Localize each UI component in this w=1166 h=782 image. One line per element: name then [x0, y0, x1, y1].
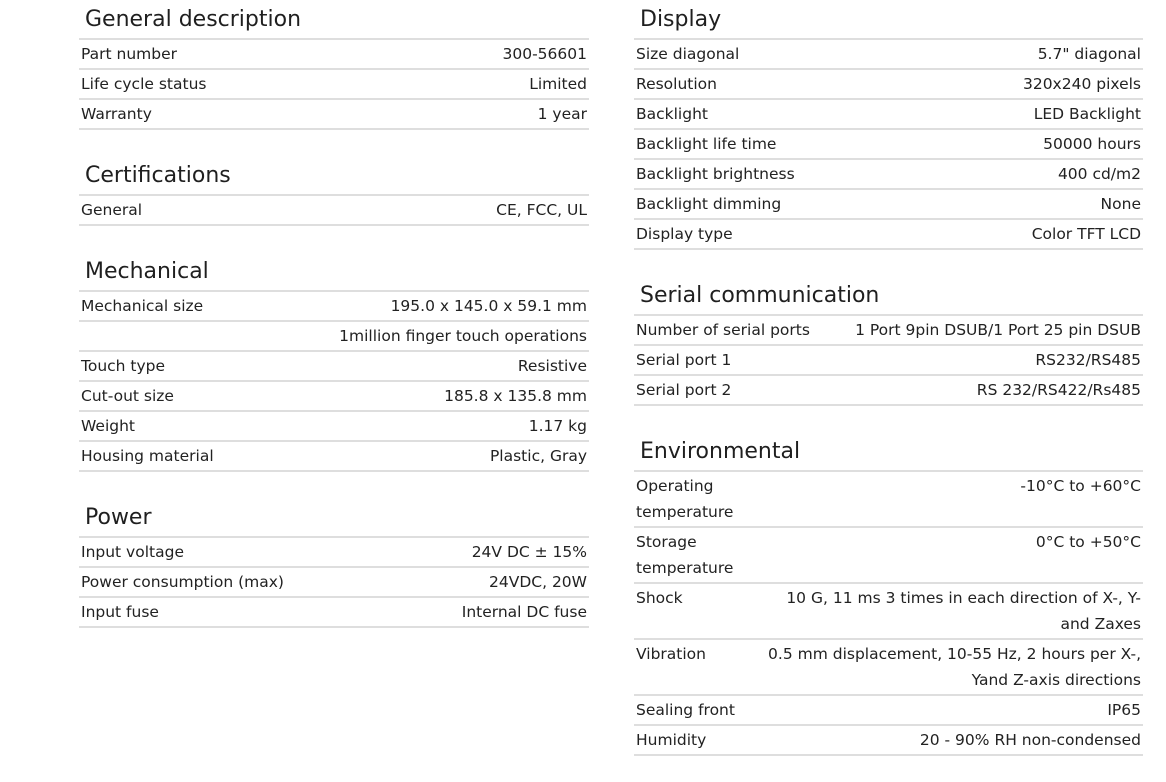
- spec-value: Plastic, Gray: [489, 447, 587, 465]
- spec-value: RS 232/RS422/Rs485: [976, 381, 1141, 399]
- spec-label: Backlight dimming: [636, 195, 782, 213]
- spec-row: [634, 376, 1143, 406]
- section-title: Environmental: [634, 432, 1143, 472]
- spec-label: Size diagonal: [636, 45, 740, 63]
- spec-row: [634, 70, 1143, 100]
- spec-value: 1 Port 9pin DSUB/1 Port 25 pin DSUB: [855, 321, 1141, 339]
- spec-row: [79, 598, 589, 628]
- spec-row: [79, 196, 589, 226]
- spec-label: Part number: [81, 45, 178, 63]
- spec-row: [79, 70, 589, 100]
- spec-value: 195.0 x 145.0 x 59.1 mm: [390, 297, 587, 315]
- spec-value: Internal DC fuse: [461, 603, 587, 621]
- spec-row: [79, 352, 589, 382]
- spec-label: Mechanical size: [81, 297, 204, 315]
- spec-label: Input fuse: [81, 603, 159, 621]
- spec-row: [634, 190, 1143, 220]
- spec-value: 20 - 90% RH non-condensed: [919, 731, 1141, 749]
- spec-row: [634, 528, 1143, 584]
- spec-label: Vibration: [636, 645, 706, 663]
- spec-value: Resistive: [517, 357, 587, 375]
- spec-label: Serial port 1: [636, 351, 732, 369]
- spec-label: Serial port 2: [636, 381, 732, 399]
- spec-value: 400 cd/m2: [1057, 165, 1141, 183]
- spec-row: [79, 292, 589, 322]
- spec-row: [634, 726, 1143, 756]
- section-title: Serial communication: [634, 276, 1143, 316]
- spec-label: Input voltage: [81, 543, 184, 561]
- spec-value: 185.8 x 135.8 mm: [444, 387, 587, 405]
- section-certifications: [79, 156, 589, 226]
- spec-row: [79, 442, 589, 472]
- spec-value: 0°C to +50°C: [1035, 533, 1141, 551]
- spec-value: RS232/RS485: [1035, 351, 1141, 369]
- spec-label: Cut-out size: [81, 387, 174, 405]
- spec-label: Shock: [636, 589, 683, 607]
- spec-label: Display type: [636, 225, 733, 243]
- spec-row: [634, 584, 1143, 640]
- spec-row: [634, 100, 1143, 130]
- section-title: General description: [79, 0, 589, 40]
- spec-row: [634, 130, 1143, 160]
- spec-label: Humidity: [636, 731, 707, 749]
- spec-label: Life cycle status: [81, 75, 207, 93]
- spec-label: Resolution: [636, 75, 717, 93]
- spec-value: 320x240 pixels: [1022, 75, 1141, 93]
- spec-row: [634, 640, 1143, 696]
- spec-row: [634, 220, 1143, 250]
- section-title: Power: [79, 498, 589, 538]
- spec-row: [634, 472, 1143, 528]
- spec-value: 10 G, 11 ms 3 times in each direction of X-, Y- and Zaxes: [786, 589, 1141, 633]
- spec-label: Storage temperature: [636, 533, 734, 577]
- spec-row: [79, 40, 589, 70]
- spec-label: General: [81, 201, 143, 219]
- section-general-description: [79, 0, 589, 130]
- spec-row: [79, 412, 589, 442]
- section-title: Display: [634, 0, 1143, 40]
- spec-value: None: [1100, 195, 1141, 213]
- spec-value: IP65: [1107, 701, 1141, 719]
- spec-value: 300-56601: [502, 45, 587, 63]
- spec-row: [79, 100, 589, 130]
- spec-label: Backlight brightness: [636, 165, 795, 183]
- spec-value: 1 year: [537, 105, 587, 123]
- spec-value: LED Backlight: [1033, 105, 1141, 123]
- spec-value: 0.5 mm displacement, 10-55 Hz, 2 hours per X-, Yand Z-axis directions: [768, 645, 1141, 689]
- spec-value: Color TFT LCD: [1031, 225, 1141, 243]
- section-mechanical: [79, 252, 589, 472]
- spec-value: -10°C to +60°C: [1020, 477, 1141, 495]
- section-power: [79, 498, 589, 628]
- left-column: [79, 0, 589, 628]
- spec-row: [634, 696, 1143, 726]
- spec-row: [79, 382, 589, 412]
- spec-label: Weight: [81, 417, 136, 435]
- spec-row: [634, 316, 1143, 346]
- spec-value: Limited: [529, 75, 587, 93]
- section-title: Mechanical: [79, 252, 589, 292]
- spec-label: Touch type: [81, 357, 166, 375]
- spec-value: 24V DC ± 15%: [471, 543, 587, 561]
- spec-row: [79, 322, 589, 352]
- section-serial-communication: [634, 276, 1143, 406]
- spec-label: Warranty: [81, 105, 152, 123]
- spec-label: Housing material: [81, 447, 214, 465]
- spec-value: 1million finger touch operations: [339, 327, 587, 345]
- spec-value: 24VDC, 20W: [489, 573, 587, 591]
- spec-label: Sealing front: [636, 701, 735, 719]
- spec-label: Number of serial ports: [636, 321, 810, 339]
- spec-row: [634, 40, 1143, 70]
- spec-value: 1.17 kg: [528, 417, 587, 435]
- spec-value: 5.7" diagonal: [1037, 45, 1141, 63]
- section-title: Certifications: [79, 156, 589, 196]
- spec-row: [634, 346, 1143, 376]
- spec-label: Operating temperature: [636, 477, 734, 521]
- spec-value: CE, FCC, UL: [496, 201, 587, 219]
- spec-label: Backlight: [636, 105, 708, 123]
- spec-row: [79, 568, 589, 598]
- spec-label: Power consumption (max): [81, 573, 284, 591]
- spec-value: 50000 hours: [1043, 135, 1141, 153]
- spec-row: [634, 160, 1143, 190]
- spec-row: [79, 538, 589, 568]
- right-column: [634, 0, 1143, 756]
- section-environmental: [634, 432, 1143, 756]
- section-display: [634, 0, 1143, 250]
- spec-label: Backlight life time: [636, 135, 777, 153]
